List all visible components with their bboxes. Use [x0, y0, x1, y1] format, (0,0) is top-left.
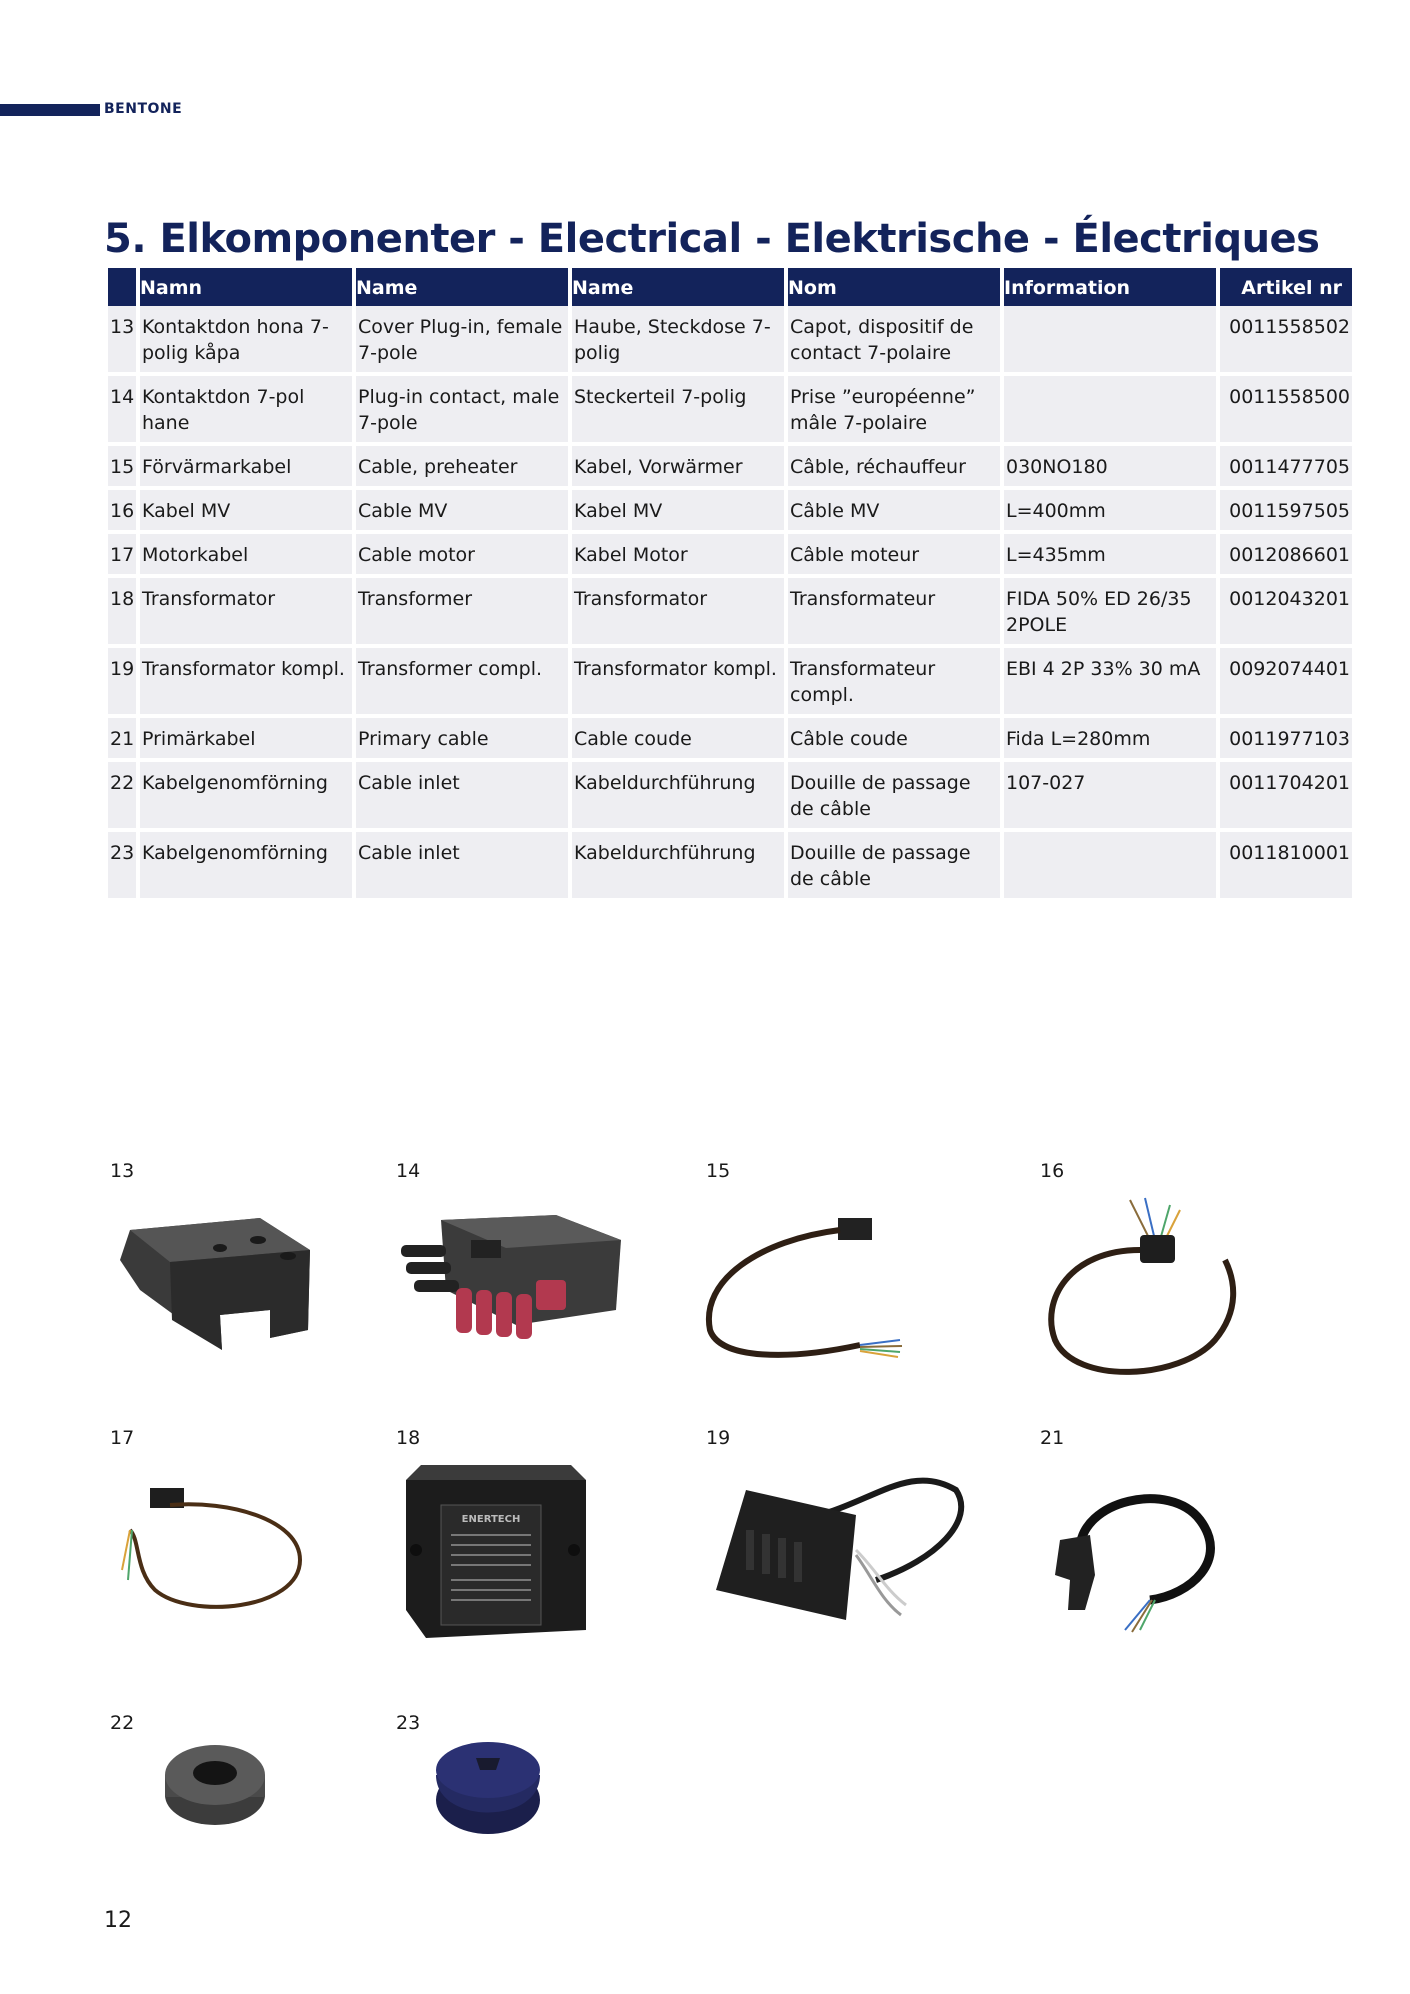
- cell-information: [1004, 376, 1216, 442]
- cell-row-number: 16: [108, 490, 136, 530]
- cell-name-de: Transformator kompl.: [572, 648, 784, 714]
- brand-label: BENTONE: [104, 101, 183, 117]
- cell-name-fr: Douille de passage de câble: [788, 762, 1000, 828]
- table-row: [108, 534, 1352, 574]
- cell-row-number: 17: [108, 534, 136, 574]
- cell-name-sv: Kontaktdon 7-pol hane: [140, 376, 352, 442]
- gallery-label-18: 18: [396, 1427, 421, 1449]
- cell-name-de: Transformator: [572, 578, 784, 644]
- cell-information: [1004, 306, 1216, 372]
- cell-name-fr: Douille de passage de câble: [788, 832, 1000, 898]
- cell-information: FIDA 50% ED 26/35 2POLE: [1004, 578, 1216, 644]
- cell-name-fr: Capot, dispositif de contact 7-polaire: [788, 306, 1000, 372]
- table-row: [108, 648, 1352, 714]
- cell-information: 107-027: [1004, 762, 1216, 828]
- cell-name-en: Transformer compl.: [356, 648, 568, 714]
- connector-cover-image: [110, 1200, 320, 1360]
- cell-name-sv: Förvärmarkabel: [140, 446, 352, 486]
- cell-article-number: 0011977103: [1220, 718, 1352, 758]
- cell-name-sv: Transformator kompl.: [140, 648, 352, 714]
- cell-name-sv: Transformator: [140, 578, 352, 644]
- gallery-label-23: 23: [396, 1712, 421, 1734]
- cell-name-sv: Motorkabel: [140, 534, 352, 574]
- cell-name-en: Cable, preheater: [356, 446, 568, 486]
- transformer-complete-image: [706, 1460, 976, 1640]
- cell-information: 030NO180: [1004, 446, 1216, 486]
- transformer-image: [396, 1460, 596, 1650]
- cell-article-number: 0011477705: [1220, 446, 1352, 486]
- cell-information: EBI 4 2P 33% 30 mA: [1004, 648, 1216, 714]
- cell-name-fr: Prise ”européenne” mâle 7-polaire: [788, 376, 1000, 442]
- table-row: [108, 832, 1352, 898]
- table-row: [108, 376, 1352, 442]
- cell-name-en: Cable inlet: [356, 832, 568, 898]
- cell-article-number: 0011810001: [1220, 832, 1352, 898]
- cell-name-de: Kabeldurchführung: [572, 762, 784, 828]
- page-title: 5. Elkomponenter - Electrical - Elektrische - Électriques: [104, 216, 1320, 262]
- primary-cable-image: [1040, 1480, 1240, 1640]
- cell-name-sv: Kabel MV: [140, 490, 352, 530]
- cell-name-de: Kabel, Vorwärmer: [572, 446, 784, 486]
- header-name-de: Name: [572, 268, 784, 306]
- header-name-en: Name: [356, 268, 568, 306]
- cell-row-number: 21: [108, 718, 136, 758]
- header-information: Information: [1004, 268, 1216, 306]
- header-nom: Nom: [788, 268, 1000, 306]
- parts-table: [104, 268, 1356, 898]
- cell-row-number: 22: [108, 762, 136, 828]
- cell-row-number: 19: [108, 648, 136, 714]
- cell-row-number: 13: [108, 306, 136, 372]
- cell-name-de: Haube, Steckdose 7-polig: [572, 306, 784, 372]
- table-row: [108, 490, 1352, 530]
- cell-name-fr: Câble, réchauffeur: [788, 446, 1000, 486]
- header-namn: Namn: [140, 268, 352, 306]
- cell-row-number: 15: [108, 446, 136, 486]
- motor-cable-image: [110, 1470, 310, 1640]
- cell-name-fr: Transformateur: [788, 578, 1000, 644]
- cell-name-en: Cover Plug-in, female 7-pole: [356, 306, 568, 372]
- cell-information: Fida L=280mm: [1004, 718, 1216, 758]
- cell-name-en: Cable inlet: [356, 762, 568, 828]
- cell-article-number: 0011558500: [1220, 376, 1352, 442]
- cell-name-sv: Primärkabel: [140, 718, 352, 758]
- header-artikel-nr: Artikel nr: [1220, 268, 1352, 306]
- gallery-label-16: 16: [1040, 1160, 1065, 1182]
- cell-name-fr: Câble MV: [788, 490, 1000, 530]
- cell-name-de: Kabel MV: [572, 490, 784, 530]
- gallery-label-22: 22: [110, 1712, 135, 1734]
- cell-information: L=400mm: [1004, 490, 1216, 530]
- table-body: [108, 306, 1352, 898]
- cell-row-number: 14: [108, 376, 136, 442]
- cell-article-number: 0011597505: [1220, 490, 1352, 530]
- table-header-row: [108, 268, 1352, 306]
- cell-name-en: Transformer: [356, 578, 568, 644]
- cell-name-de: Kabeldurchführung: [572, 832, 784, 898]
- table-row: [108, 718, 1352, 758]
- cable-grommet-blue-image: [428, 1730, 548, 1840]
- cell-article-number: 0012086601: [1220, 534, 1352, 574]
- table-row: [108, 762, 1352, 828]
- gallery-label-21: 21: [1040, 1427, 1065, 1449]
- gallery-label-15: 15: [706, 1160, 731, 1182]
- table-row: [108, 578, 1352, 644]
- page-number: 12: [104, 1908, 132, 1933]
- cell-name-fr: Câble coude: [788, 718, 1000, 758]
- table-row: [108, 306, 1352, 372]
- cell-name-en: Cable motor: [356, 534, 568, 574]
- gallery-label-14: 14: [396, 1160, 421, 1182]
- cell-name-en: Plug-in contact, male 7-pole: [356, 376, 568, 442]
- gallery-label-19: 19: [706, 1427, 731, 1449]
- cell-article-number: 0011558502: [1220, 306, 1352, 372]
- cell-row-number: 23: [108, 832, 136, 898]
- cell-name-sv: Kabelgenomförning: [140, 832, 352, 898]
- table-row: [108, 446, 1352, 486]
- cell-article-number: 0011704201: [1220, 762, 1352, 828]
- cell-information: [1004, 832, 1216, 898]
- cell-information: L=435mm: [1004, 534, 1216, 574]
- cell-name-en: Primary cable: [356, 718, 568, 758]
- cell-name-de: Kabel Motor: [572, 534, 784, 574]
- brand-bar: [0, 104, 100, 116]
- header-num: [108, 268, 136, 306]
- cell-article-number: 0092074401: [1220, 648, 1352, 714]
- cell-name-sv: Kabelgenomförning: [140, 762, 352, 828]
- cable-grommet-image: [160, 1740, 270, 1830]
- cell-name-fr: Transformateur compl.: [788, 648, 1000, 714]
- plug-contact-image: [396, 1200, 626, 1350]
- gallery-label-13: 13: [110, 1160, 135, 1182]
- cell-article-number: 0012043201: [1220, 578, 1352, 644]
- cell-row-number: 18: [108, 578, 136, 644]
- cable-mv-image: [1030, 1190, 1250, 1390]
- cell-name-en: Cable MV: [356, 490, 568, 530]
- transformer-brand-text: ENERTECH: [461, 1514, 521, 1525]
- cell-name-sv: Kontaktdon hona 7-polig kåpa: [140, 306, 352, 372]
- cell-name-fr: Câble moteur: [788, 534, 1000, 574]
- gallery-label-17: 17: [110, 1427, 135, 1449]
- cell-name-de: Cable coude: [572, 718, 784, 758]
- preheater-cable-image: [700, 1200, 920, 1380]
- cell-name-de: Steckerteil 7-polig: [572, 376, 784, 442]
